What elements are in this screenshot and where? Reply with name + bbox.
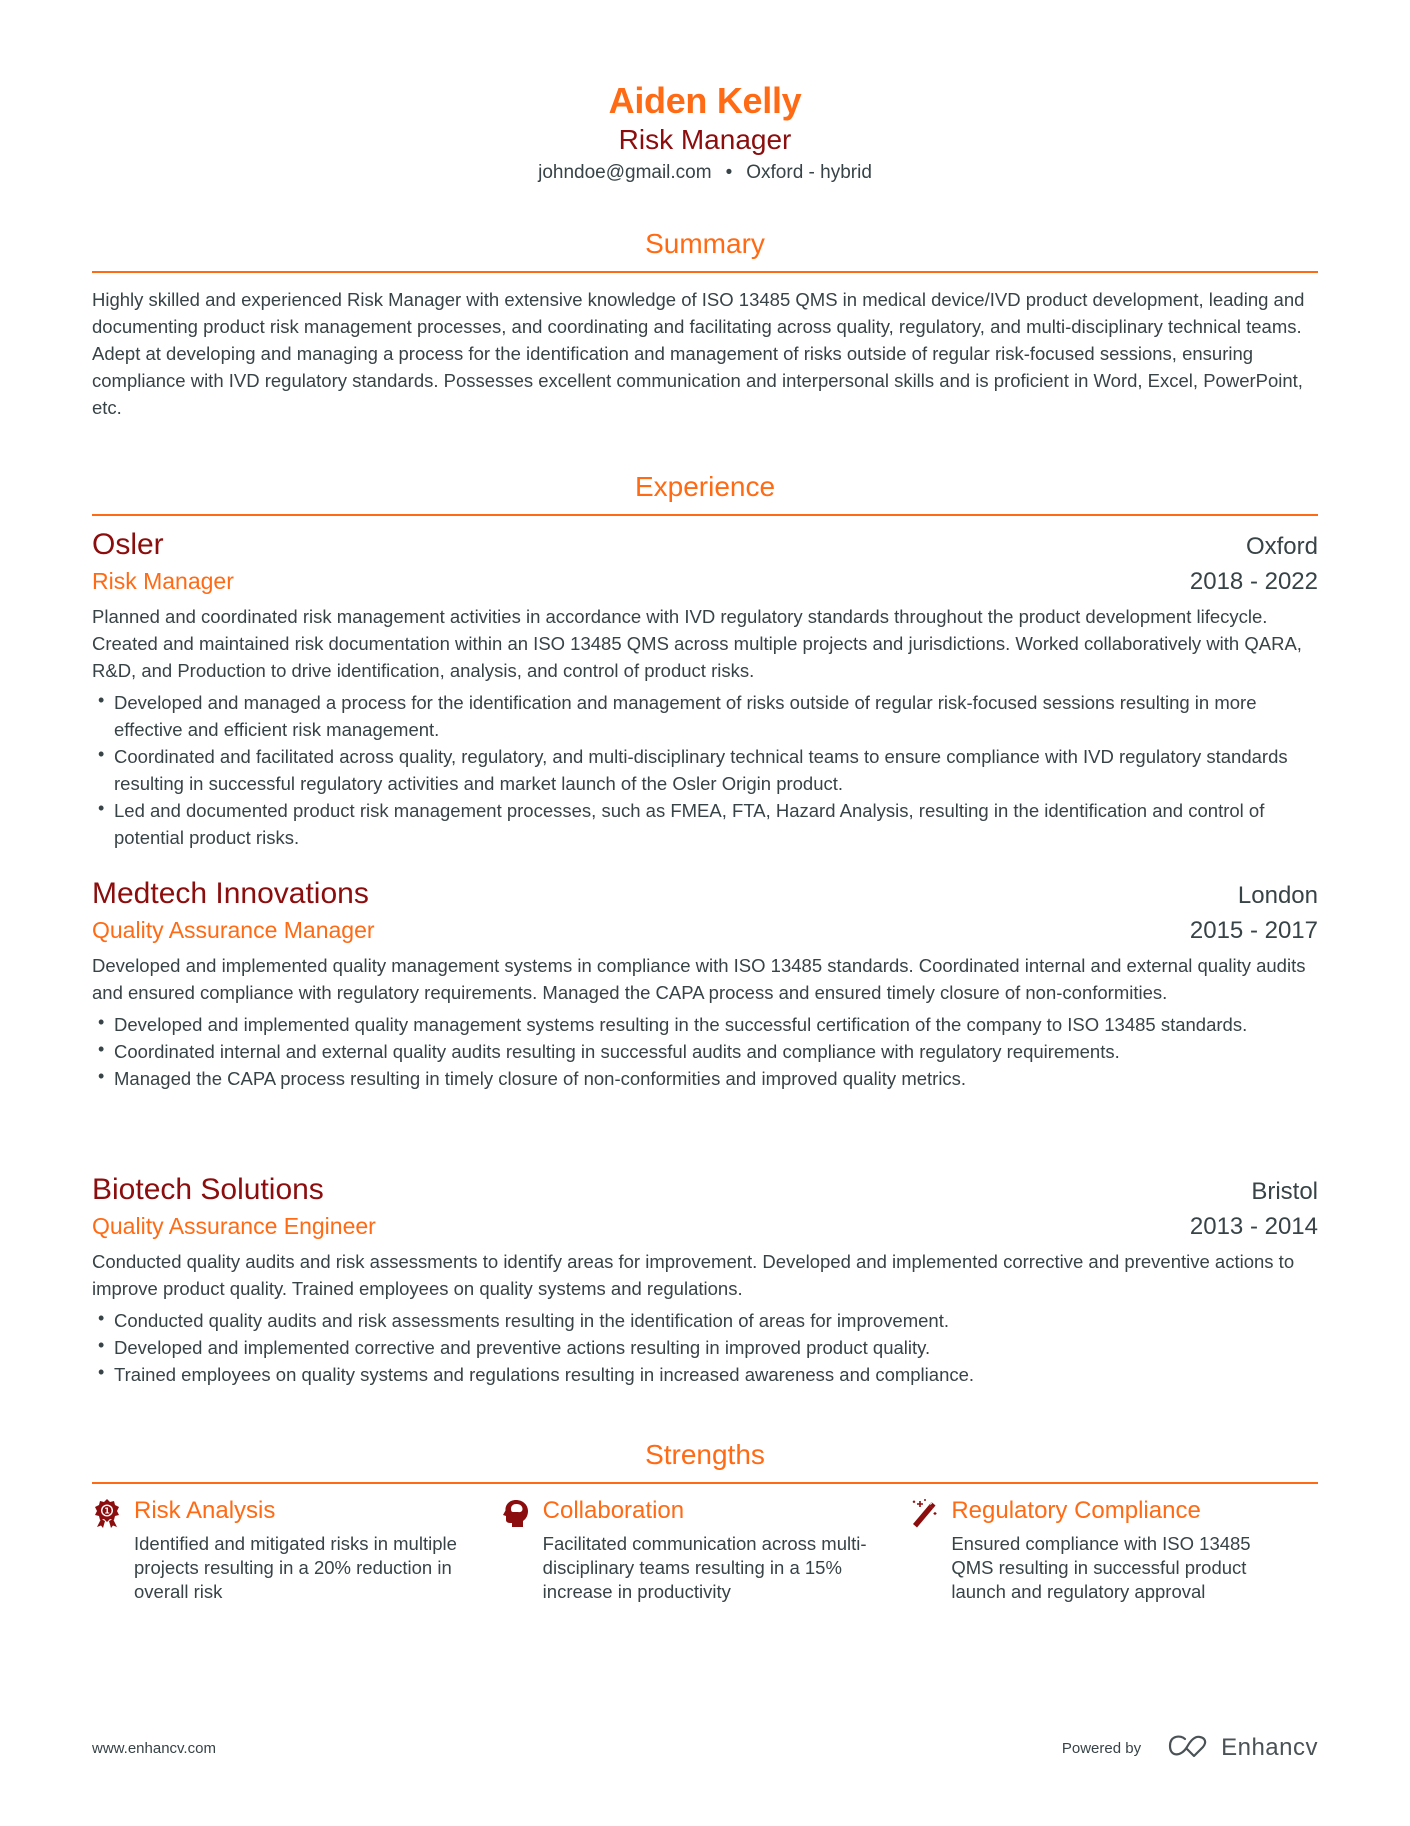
svg-text:1: 1 xyxy=(104,1506,110,1516)
job-dates: 2013 - 2014 xyxy=(1189,1213,1318,1240)
section-divider xyxy=(92,271,1318,273)
experience-section-header xyxy=(92,470,1318,516)
strength-description: Ensured compliance with ISO 13485 QMS resulting in successful product launch and regulatory approval xyxy=(951,1533,1251,1602)
bullet-item: • Coordinated and facilitated across quality, regulatory, and multi-disciplinary technical teams to ensure compliance with IVD regulatory standards resulting in successful regulatory activities and market launch of the Osler Origin product. xyxy=(92,743,1318,797)
strengths-grid xyxy=(92,1494,1318,1604)
section-divider xyxy=(92,514,1318,516)
separator-dot: • xyxy=(725,162,733,183)
strength-item xyxy=(92,1494,501,1604)
email-link[interactable]: johndoe@gmail.com xyxy=(538,162,712,183)
job-entry xyxy=(92,875,1318,1092)
bullet-item: • Coordinated internal and external quality audits resulting in successful audits and compliance with regulatory requirements. xyxy=(92,1038,1318,1065)
strength-title: Collaboration xyxy=(542,1497,685,1524)
bullet-item: • Managed the CAPA process resulting in timely closure of non-conformities and improved quality metrics. xyxy=(92,1065,1318,1092)
head-brain-icon xyxy=(501,1498,531,1528)
candidate-name: Aiden Kelly xyxy=(608,80,802,121)
strength-title: Risk Analysis xyxy=(134,1497,276,1524)
job-role: Risk Manager xyxy=(92,568,234,594)
job-dates: 2018 - 2022 xyxy=(1189,568,1318,595)
section-title: Summary xyxy=(645,228,765,259)
candidate-title: Risk Manager xyxy=(618,124,792,155)
strength-description: Facilitated communication across multi-disciplinary teams resulting in a 15% increase in productivity xyxy=(542,1533,867,1602)
job-description: Developed and implemented quality management systems in compliance with ISO 13485 standards. Coordinated internal and external quality audits and ensured compliance with regulatory requirements. Managed the CAPA process and ensured timely closure of non-conformities. xyxy=(92,955,1306,1003)
job-location: London xyxy=(1237,882,1318,909)
job-role: Quality Assurance Manager xyxy=(92,917,375,943)
company-name: Osler xyxy=(92,528,164,561)
contact-line xyxy=(92,160,1318,186)
job-role: Quality Assurance Engineer xyxy=(92,1213,376,1239)
powered-by-label: Powered by xyxy=(1061,1739,1142,1757)
job-entry xyxy=(92,526,1318,851)
company-name: Medtech Innovations xyxy=(92,877,369,910)
enhancv-brand[interactable] xyxy=(1167,1734,1318,1762)
website-link[interactable]: www.enhancv.com xyxy=(92,1739,216,1757)
job-bullets xyxy=(92,1307,1318,1388)
resume-page xyxy=(92,0,1318,1826)
company-name: Biotech Solutions xyxy=(92,1173,324,1206)
job-location: Oxford xyxy=(1245,533,1318,560)
job-description: Conducted quality audits and risk assessments to identify areas for improvement. Developed and implemented corrective and preventive actions to improve product quality. Trained employees on quality systems and regulations. xyxy=(92,1251,1295,1299)
bullet-item: • Developed and managed a process for the identification and management of risks outside of regular risk-focused sessions resulting in more effective and efficient risk management. xyxy=(92,689,1318,743)
job-location: Bristol xyxy=(1251,1178,1318,1205)
strength-item xyxy=(909,1494,1318,1604)
job-entry xyxy=(92,1171,1318,1388)
enhancv-logo-icon xyxy=(1167,1734,1213,1762)
strength-title: Regulatory Compliance xyxy=(951,1497,1201,1524)
summary-text: Highly skilled and experienced Risk Manager with extensive knowledge of ISO 13485 QMS in medical device/IVD product development, leading and documenting product risk management processes, and coordinating and facilitating across quality, regulatory, and multi-disciplinary technical teams. Adept at developing and managing a process for the identification and management of risks outside of regular risk-focused sessions, ensuring compliance with IVD regulatory standards. Possesses excellent communication and interpersonal skills and is proficient in Word, Excel, PowerPoint, etc. xyxy=(92,289,1305,418)
section-title: Experience xyxy=(634,471,776,502)
job-bullets xyxy=(92,689,1318,851)
job-description: Planned and coordinated risk management activities in accordance with IVD regulatory standards throughout the product development lifecycle. Created and maintained risk documentation within an ISO 13485 QMS across multiple projects and jurisdictions. Worked collaboratively with QARA, R&D, and Production to drive identification, analysis, and control of product risks. xyxy=(92,606,1302,681)
bullet-item: • Developed and implemented corrective and preventive actions resulting in improved product quality. xyxy=(92,1334,1318,1361)
powered-by xyxy=(1062,1734,1318,1762)
brand-name: Enhancv xyxy=(1221,1734,1318,1761)
strength-item xyxy=(501,1494,910,1604)
summary-section-header xyxy=(92,227,1318,273)
footer xyxy=(92,1734,1318,1762)
magic-wand-icon xyxy=(909,1498,939,1528)
bullet-item: • Conducted quality audits and risk assessments resulting in the identification of areas for improvement. xyxy=(92,1307,1318,1334)
bullet-item: • Trained employees on quality systems and regulations resulting in increased awareness and compliance. xyxy=(92,1361,1318,1388)
bullet-item: • Led and documented product risk management processes, such as FMEA, FTA, Hazard Analysis, resulting in the identification and control of potential product risks. xyxy=(92,797,1318,851)
strength-description: Identified and mitigated risks in multiple projects resulting in a 20% reduction in overall risk xyxy=(134,1533,457,1602)
section-divider xyxy=(92,1482,1318,1484)
bullet-item: • Developed and implemented quality management systems resulting in the successful certification of the company to ISO 13485 standards. xyxy=(92,1011,1318,1038)
location-text: Oxford - hybrid xyxy=(746,162,872,183)
section-title: Strengths xyxy=(645,1439,765,1470)
award-ribbon-icon xyxy=(92,1498,122,1528)
resume-header xyxy=(92,80,1318,186)
job-dates: 2015 - 2017 xyxy=(1189,917,1318,944)
strengths-section-header xyxy=(92,1438,1318,1484)
job-bullets xyxy=(92,1011,1318,1092)
